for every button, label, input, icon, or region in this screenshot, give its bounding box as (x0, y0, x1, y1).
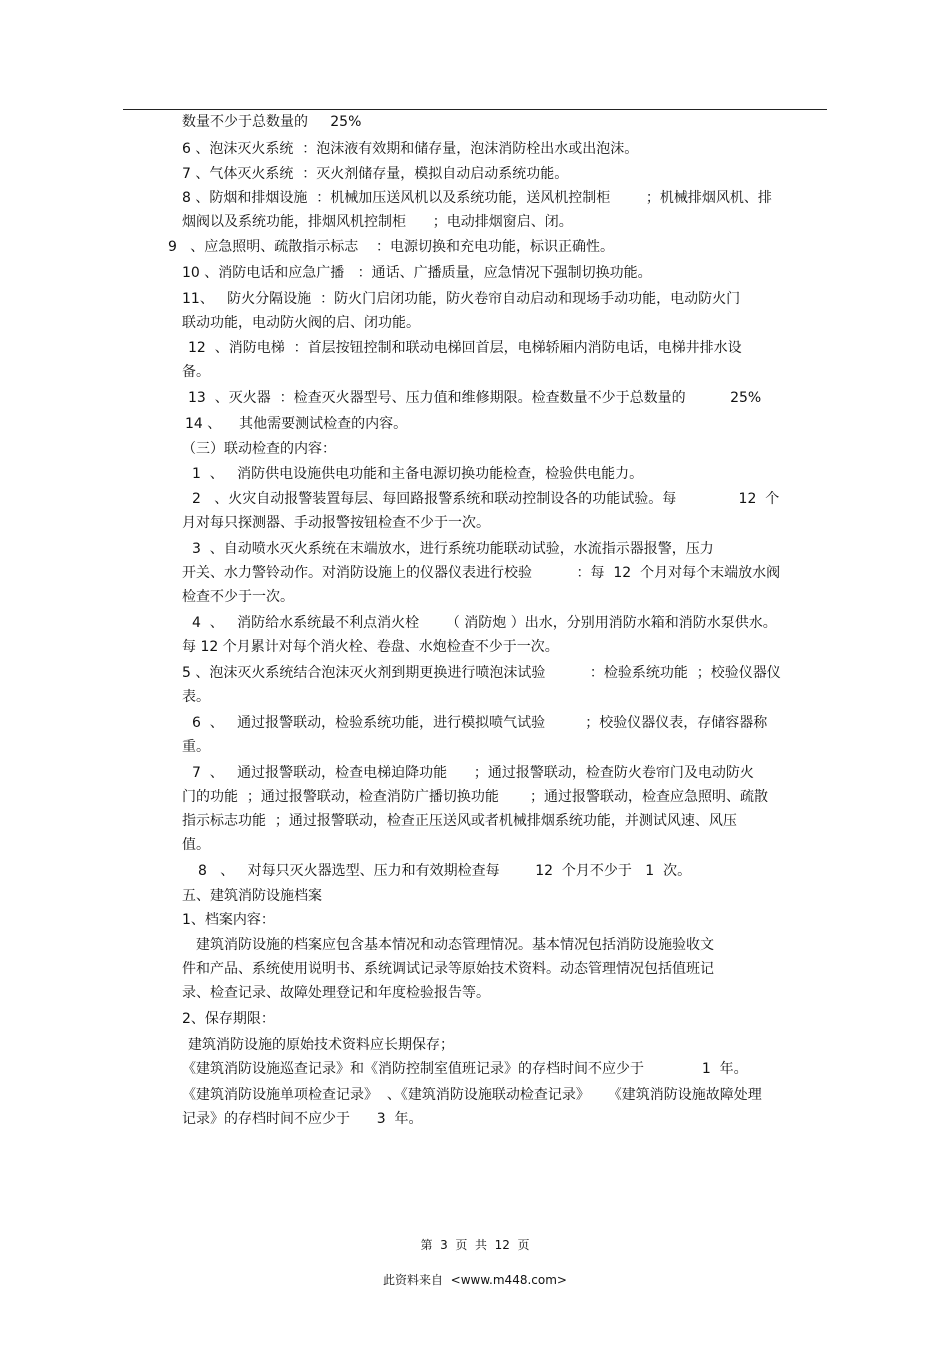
text-line: 10 、消防电话和应急广播 ：通话、广播质量，应急情况下强制切换功能。 (182, 265, 652, 281)
page-number: 第 3 页 共 12 页 (420, 1238, 530, 1252)
text-line: 6 、泡沫灭火系统 ：泡沫液有效期和储存量，泡沫消防栓出水或出泡沫。 (182, 141, 639, 157)
text-line: 数量不少于总数量的 25% (182, 114, 362, 130)
text-line: 7 、气体灭火系统 ：灭火剂储存量，模拟自动启动系统功能。 (182, 166, 569, 182)
text-line: 《建筑消防设施单项检查记录》 、《建筑消防设施联动检查记录》 《建筑消防设施故障处理 (182, 1087, 762, 1103)
text-line: 每 12 个月累计对每个消火栓、卷盘、水炮检查不少于一次。 (182, 639, 559, 655)
text-line: 门的功能 ；通过报警联动，检查消防广播切换功能 ；通过报警联动，检查应急照明、疏散 (182, 789, 769, 805)
text-line: 《建筑消防设施巡查记录》和《消防控制室值班记录》的存档时间不应少于 1 年。 (182, 1061, 748, 1077)
text-line: （三）联动检查的内容： (182, 441, 336, 457)
text-line: 5 、泡沫灭火系统结合泡沫灭火剂到期更换进行喷泡沫试验 ：检验系统功能 ；校验仪器仪 (182, 665, 781, 681)
text-line: 建筑消防设施的档案应包含基本情况和动态管理情况。基本情况包括消防设施验收文 (196, 937, 714, 953)
text-line: 11、 防火分隔设施 ：防火门启闭功能，防火卷帘自动启动和现场手动功能，电动防火门 (182, 291, 741, 307)
text-line: 录、检查记录、故障处理登记和年度检验报告等。 (182, 985, 490, 1001)
text-line: 13 、灭火器 ：检查灭火器型号、压力值和维修期限。检查数量不少于总数量的 25% (188, 390, 762, 406)
text-line: 值。 (182, 837, 210, 853)
text-line: 记录》的存档时间不应少于 3 年。 (182, 1111, 423, 1127)
source-note: 此资料来自 <www.m448.com> (383, 1273, 567, 1287)
text-line: 联动功能，电动防火阀的启、闭功能。 (182, 315, 420, 331)
text-line: 烟阀以及系统功能，排烟风机控制柜 ；电动排烟窗启、闭。 (182, 214, 573, 230)
text-line: 表。 (182, 689, 210, 705)
text-line: 2、保存期限： (182, 1011, 275, 1027)
text-line: 开关、水力警铃动作。对消防设施上的仪器仪表进行校验 ：每 12 个月对每个末端放水阀 (182, 565, 781, 581)
text-line: 8 、防烟和排烟设施 ：机械加压送风机以及系统功能，送风机控制柜 ；机械排烟风机、排 (182, 190, 772, 206)
text-line: 4 、 消防给水系统最不利点消火栓 （ 消防炮 ）出水，分别用消防水箱和消防水泵供水。 (192, 615, 777, 631)
text-line: 3 、自动喷水灭火系统在末端放水，进行系统功能联动试验，水流指示器报警，压力 (192, 541, 714, 557)
text-line: 五、建筑消防设施档案 (182, 888, 322, 904)
text-line: 件和产品、系统使用说明书、系统调试记录等原始技术资料。动态管理情况包括值班记 (182, 961, 714, 977)
text-line: 7 、 通过报警联动，检查电梯迫降功能 ；通过报警联动，检查防火卷帘门及电动防火 (192, 765, 754, 781)
text-line: 8 、 对每只灭火器选型、压力和有效期检查每 12 个月不少于 1 次。 (198, 863, 692, 879)
text-line: 6 、 通过报警联动，检验系统功能，进行模拟喷气试验 ；校验仪器仪表，存储容器称 (192, 715, 768, 731)
text-line: 2 、火灾自动报警装置每层、每回路报警系统和联动控制设各的功能试验。每 12 个 (192, 491, 780, 507)
text-line: 检查不少于一次。 (182, 589, 294, 605)
text-line: 月对每只探测器、手动报警按钮检查不少于一次。 (182, 515, 490, 531)
text-line: 重。 (182, 739, 210, 755)
text-line: 建筑消防设施的原始技术资料应长期保存； (188, 1037, 454, 1053)
text-line: 12 、消防电梯 ：首层按钮控制和联动电梯回首层，电梯轿厢内消防电话，电梯井排水设 (188, 340, 742, 356)
text-line: 备。 (182, 364, 210, 380)
header-rule (123, 109, 827, 110)
text-line: 1、档案内容： (182, 912, 275, 928)
text-line: 指示标志功能 ；通过报警联动，检查正压送风或者机械排烟系统功能，并测试风速、风压 (182, 813, 737, 829)
text-line: 9 、应急照明、疏散指示标志 ：电源切换和充电功能，标识正确性。 (168, 239, 615, 255)
text-line: 1 、 消防供电设施供电功能和主备电源切换功能检查，检验供电能力。 (192, 466, 644, 482)
text-line: 14 、 其他需要测试检查的内容。 (185, 416, 408, 432)
